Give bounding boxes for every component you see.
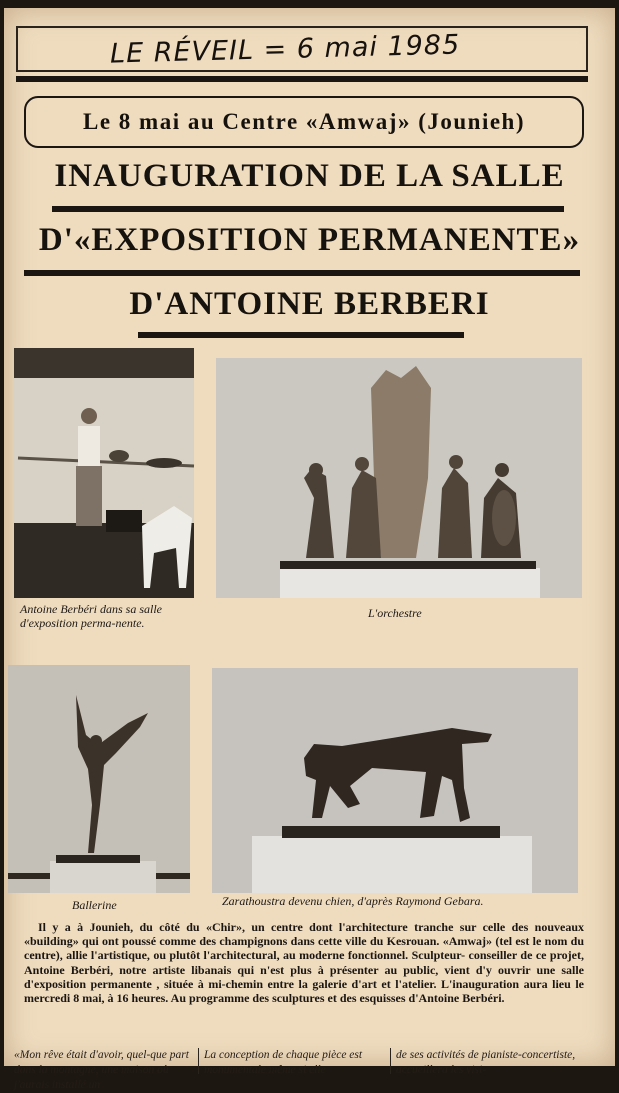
column-divider-2 xyxy=(390,1048,391,1074)
newspaper-clipping xyxy=(4,8,615,1091)
headline-rule-3 xyxy=(138,332,464,338)
headline-line-3: D'ANTOINE BERBERI xyxy=(129,286,490,322)
column-divider-1 xyxy=(198,1048,199,1074)
article-body xyxy=(24,920,584,1005)
column-2-text: La conception de chaque pièce est monumentale même si elle xyxy=(204,1049,363,1076)
column-3-text: de ses activités de pianiste-concertiste, accueillera les visi- xyxy=(396,1049,576,1076)
headline-line-1: INAUGURATION DE LA SALLE xyxy=(54,158,565,194)
handwritten-header-box xyxy=(16,26,588,72)
headline-line-2: D'«EXPOSITION PERMANENTE» xyxy=(38,222,581,258)
kicker-box xyxy=(24,96,584,148)
caption-zarathoustra: Zarathoustra devenu chien, d'après Raymond Gebara. xyxy=(222,894,484,908)
caption-artist: Antoine Berbéri dans sa salle d'exposition perma-nente. xyxy=(20,602,162,630)
photo-artist-in-gallery xyxy=(14,348,194,598)
top-rule xyxy=(16,76,588,82)
kicker: Le 8 mai au Centre «Amwaj» (Jounieh) xyxy=(83,109,525,134)
caption-ballerine: Ballerine xyxy=(72,898,117,912)
handwritten-note: LE RÉVEIL = 6 mai 1985 xyxy=(109,29,461,70)
headline-rule-1 xyxy=(52,206,564,212)
photo-zarathoustra xyxy=(212,668,578,893)
column-1-text: «Mon rêve était d'avoir, quel-que part dans la montagne, une maison où j'aurais installé un xyxy=(14,1049,189,1091)
headline-rule-2 xyxy=(24,270,580,276)
photo-ballerine xyxy=(8,665,190,893)
article-paragraph: Il y a à Jounieh, du côté du «Chir», un centre dont l'architecture tranche sur celle des nouveaux «building» qui ont poussé comme des champignons dans cette ville du Kesrouan. «Amwaj» (tel est le nom du centre), allie l'artistique, ou plutôt l'architectural, au moderne fonctionnel. Sculpteur- conseiller de ce projet, Antoine Berbéri, notre artiste libanais qui n'est plus à présenter au public, vient d'y ouvrir une salle d'exposition permanente , située à mi-chemin entre la galerie d'art et l'atelier. L'inauguration aura lieu le mercredi 8 mai, à 16 heures. Au programme des sculptures et des esquisses d'Antoine Berbéri. xyxy=(24,920,584,1006)
caption-orchestre: L'orchestre xyxy=(368,606,422,620)
photo-orchestre xyxy=(216,358,582,598)
